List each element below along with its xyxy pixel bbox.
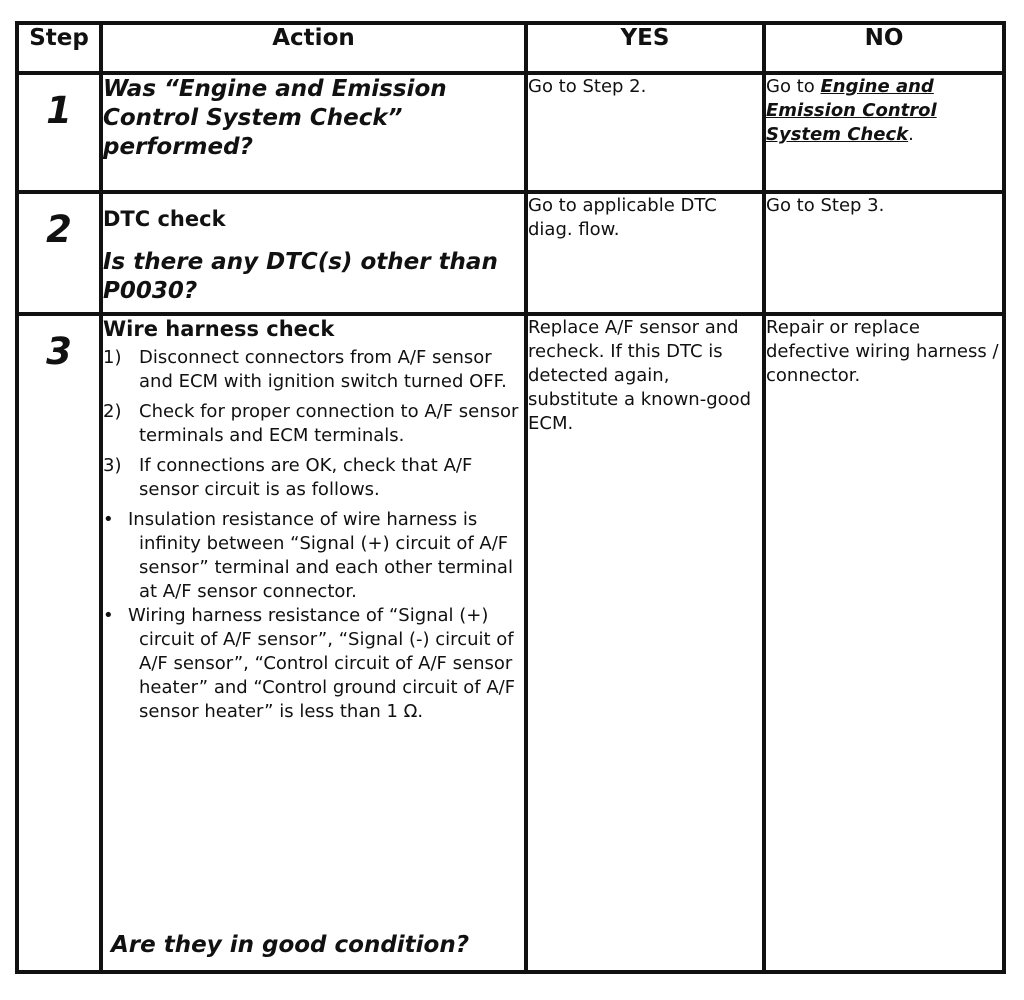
header-action: Action <box>101 23 526 73</box>
engine-emission-check-link[interactable]: Engine and Emission Control System Check <box>766 76 937 145</box>
item-text: Check for proper connection to A/F sensor terminals and ECM terminals. <box>139 401 519 446</box>
list-item <box>103 346 524 394</box>
step-number: 1 <box>46 89 72 132</box>
yes-cell: Replace A/F sensor and recheck. If this DTC is detected again, substitute a known-good ECM. <box>526 314 764 972</box>
no-prefix: Go to <box>766 76 821 97</box>
header-step: Step <box>17 23 101 73</box>
table-row <box>17 192 1004 314</box>
action-question: Are they in good condition? <box>111 932 470 958</box>
procedure-list <box>103 346 524 502</box>
no-cell: Go to Step 3. <box>764 192 1004 314</box>
no-cell <box>764 73 1004 192</box>
action-title: DTC check <box>103 207 226 231</box>
header-row <box>17 23 1004 73</box>
table-row <box>17 73 1004 192</box>
item-number: 2) <box>103 401 122 422</box>
item-number: 1) <box>103 347 122 368</box>
bullet-icon: • <box>103 509 114 530</box>
table-row <box>17 314 1004 972</box>
header-no: NO <box>764 23 1004 73</box>
condition-bullets <box>103 508 524 724</box>
action-cell <box>101 73 526 192</box>
action-question: Was “Engine and Emission Control System Check” performed? <box>103 76 447 160</box>
bullet-text: Wiring harness resistance of “Signal (+) circuit of A/F sensor”, “Signal (-) circuit of A/F sensor”, “Control circuit of A/F sensor heater” and “Control ground circuit of A/F sensor heater” is less than 1 Ω. <box>128 605 516 722</box>
bullet-text: Insulation resistance of wire harness is infinity between “Signal (+) circuit of A/F sensor” terminal and each other terminal at A/F sensor connector. <box>128 509 513 602</box>
step-cell <box>17 192 101 314</box>
bullet-item <box>103 508 524 604</box>
yes-cell: Go to applicable DTC diag. flow. <box>526 192 764 314</box>
step-number: 2 <box>46 208 72 251</box>
action-cell <box>101 192 526 314</box>
no-suffix: . <box>908 124 914 145</box>
step-number: 3 <box>46 330 72 373</box>
item-text: If connections are OK, check that A/F sensor circuit is as follows. <box>139 455 473 500</box>
bullet-item <box>103 604 524 724</box>
diagnostic-flow-table <box>15 21 1006 974</box>
step-cell <box>17 314 101 972</box>
action-question: Is there any DTC(s) other than P0030? <box>103 249 498 304</box>
header-yes: YES <box>526 23 764 73</box>
list-item <box>103 454 524 502</box>
yes-cell: Go to Step 2. <box>526 73 764 192</box>
list-item <box>103 400 524 448</box>
action-cell <box>101 314 526 972</box>
no-cell: Repair or replace defective wiring harness / connector. <box>764 314 1004 972</box>
bullet-icon: • <box>103 605 114 626</box>
step-cell <box>17 73 101 192</box>
action-title: Wire harness check <box>103 317 335 341</box>
item-number: 3) <box>103 455 122 476</box>
item-text: Disconnect connectors from A/F sensor and ECM with ignition switch turned OFF. <box>139 347 507 392</box>
